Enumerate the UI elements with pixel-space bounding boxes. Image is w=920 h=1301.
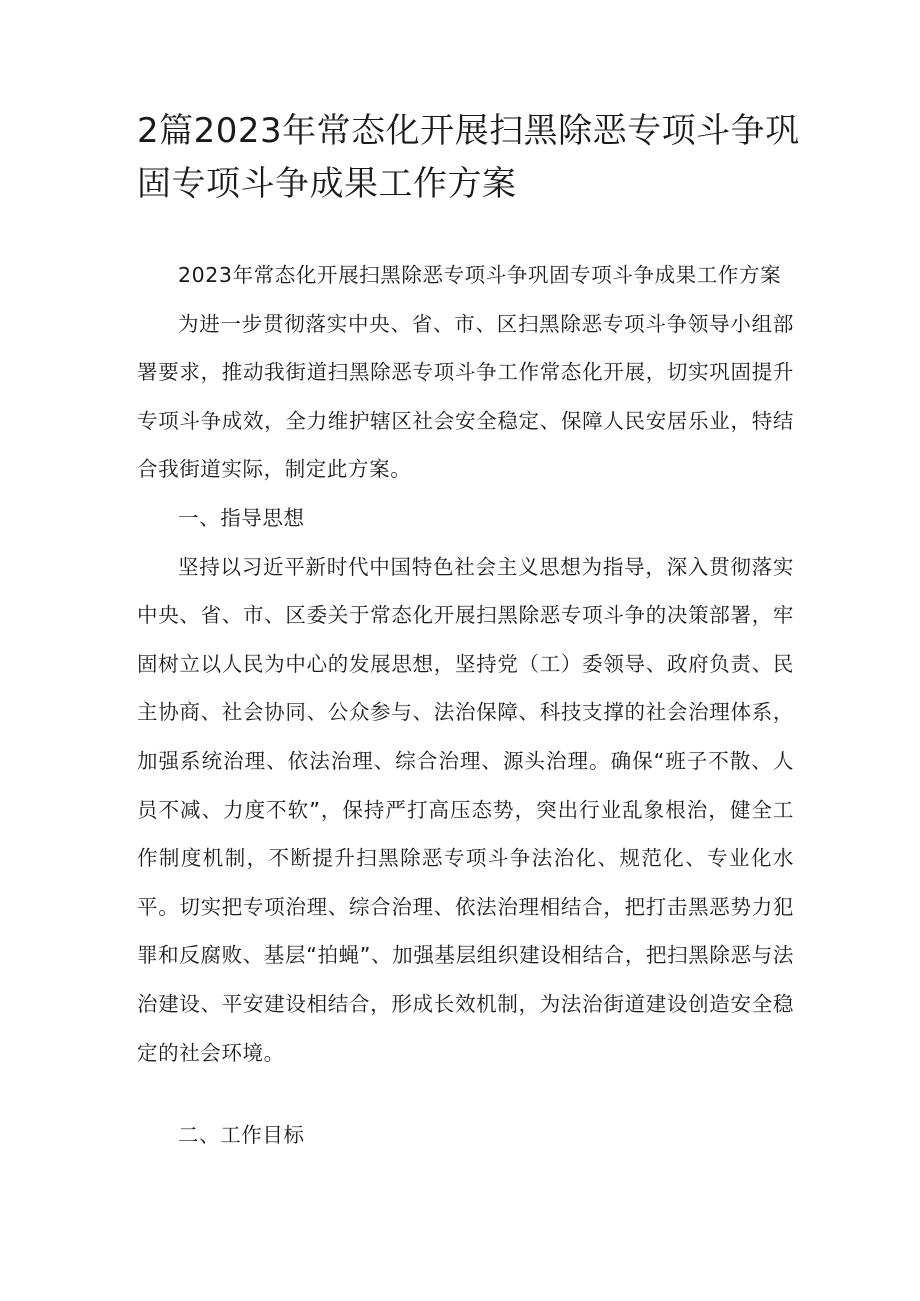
subtitle-paragraph: 2023年常态化开展扫黑除恶专项斗争巩固专项斗争成果工作方案 <box>178 263 782 287</box>
section-heading-guiding-thought: 一、指导思想 <box>178 505 305 530</box>
intro-paragraph: 为进一步贯彻落实中央、省、市、区扫黑除恶专项斗争领导小组部署要求，推动我街道扫黑除恶专项斗争工作常态化开展，切实巩固提升专项斗争成效，全力维护辖区社会安全稳定、保障人民安居乐业，特结合我街道实际，制定此方案。 <box>137 311 794 482</box>
document-body <box>137 251 794 1160</box>
document-title: 2篇2023年常态化开展扫黑除恶专项斗争巩固专项斗争成果工作方案 <box>137 111 800 204</box>
section-heading-work-goals: 二、工作目标 <box>178 1123 305 1148</box>
guiding-thought-paragraph: 坚持以习近平新时代中国特色社会主义思想为指导，深入贯彻落实中央、省、市、区委关于常态化开展扫黑除恶专项斗争的决策部署，牢固树立以人民为中心的发展思想，坚持党（工）委领导、政府负责、民主协商、社会协同、公众参与、法治保障、科技支撑的社会治理体系，加强系统治理、依法治理、综合治理、源头治理。确保“班子不散、人员不减、力度不软”，保持严打高压态势，突出行业乱象根治，健全工作制度机制，不断提升扫黑除恶专项斗争法治化、规范化、专业化水平。切实把专项治理、综合治理、依法治理相结合，把打击黑恶势力犯罪和反腐败、基层“拍蝇”、加强基层组织建设相结合，把扫黑除恶与法治建设、平安建设相结合，形成长效机制，为法治街道建设创造安全稳定的社会环境。 <box>137 554 794 1065</box>
